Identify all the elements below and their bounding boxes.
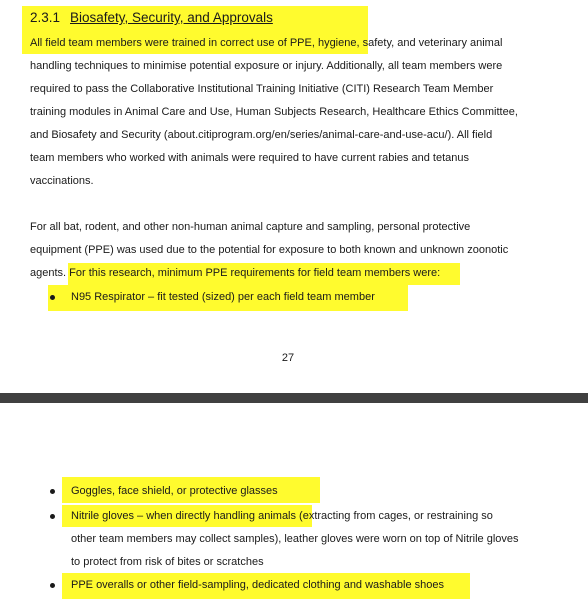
paragraph-line: All field team members were trained in correct use of PPE, hygiene, safety, and veterinary animal xyxy=(30,37,503,49)
list-item-text: N95 Respirator – fit tested (sized) per each field team member xyxy=(71,291,375,303)
ppe-list-top xyxy=(0,286,588,309)
paragraph-line: equipment (PPE) was used due to the potential for exposure to both known and unknown zoonotic xyxy=(30,244,509,256)
section-title: Biosafety, Security, and Approvals xyxy=(70,10,273,25)
list-item-text: Goggles, face shield, or protective glasses xyxy=(71,485,278,497)
section-heading xyxy=(30,8,273,28)
paragraph-text: agents. xyxy=(30,267,70,279)
bullet-icon xyxy=(50,295,55,300)
ppe-list-bottom xyxy=(0,480,588,597)
page-number: 27 xyxy=(281,352,295,364)
list-item-text: Nitrile gloves – when directly handling animals (extracting from cages, or restraining so xyxy=(71,510,493,522)
list-item-text: to protect from risk of bites or scratches xyxy=(71,556,264,568)
list-item xyxy=(0,286,588,309)
paragraph-line: vaccinations. xyxy=(30,175,94,187)
paragraph-line: and Biosafety and Security (about.citiprogram.org/en/series/animal-care-and-use-acu/). All field xyxy=(30,129,493,141)
paragraph-line: training modules in Animal Care and Use, Human Subjects Research, Healthcare Ethics Committee, xyxy=(30,106,518,118)
bullet-icon xyxy=(50,583,55,588)
paragraph-line: required to pass the Collaborative Institutional Training Initiative (CITI) Research Team Member xyxy=(30,83,494,95)
paragraph-line xyxy=(30,262,560,285)
bullet-icon xyxy=(50,514,55,519)
list-item xyxy=(0,505,588,574)
section-number: 2.3.1 xyxy=(30,10,61,25)
list-item-text: other team members may collect samples), leather gloves were worn on top of Nitrile gloves xyxy=(71,533,519,545)
list-item xyxy=(0,480,588,503)
paragraph-training xyxy=(30,32,560,193)
page-separator xyxy=(0,393,588,403)
paragraph-line: team members who worked with animals were required to have current rabies and tetanus xyxy=(30,152,469,164)
paragraph-line: For all bat, rodent, and other non-human animal capture and sampling, personal protective xyxy=(30,221,471,233)
list-item xyxy=(0,574,588,597)
bullet-icon xyxy=(50,489,55,494)
paragraph-line: handling techniques to minimise potential exposure or injury. Additionally, all team members were xyxy=(30,60,503,72)
list-item-text: PPE overalls or other field-sampling, dedicated clothing and washable shoes xyxy=(71,579,444,591)
paragraph-ppe xyxy=(30,216,560,285)
highlighted-text: For this research, minimum PPE requirements for field team members were: xyxy=(69,267,441,279)
document-page-28 xyxy=(0,403,588,609)
